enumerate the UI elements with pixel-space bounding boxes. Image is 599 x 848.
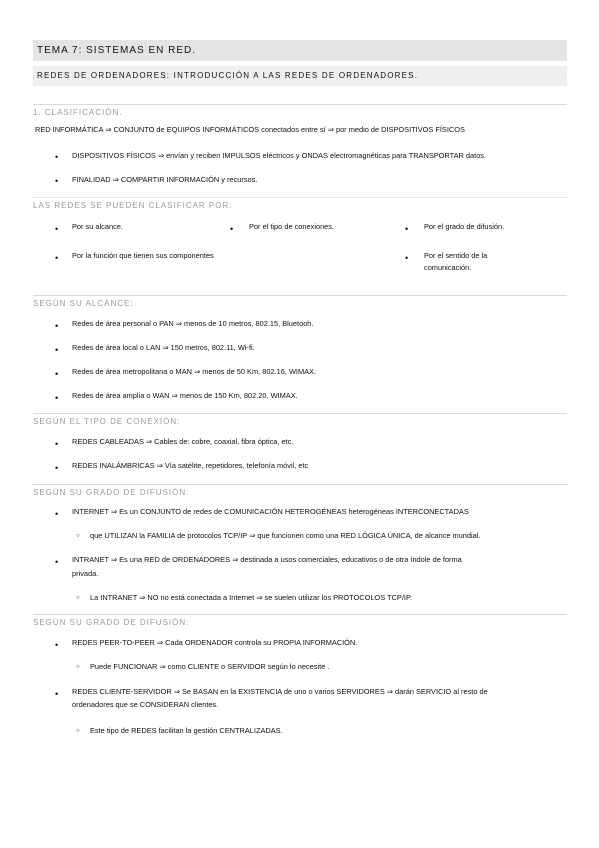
section-subtitle: REDES DE ORDENADORES: INTRODUCCIÓN A LAS REDES DE ORDENADORES.: [33, 66, 567, 86]
bullet-icon: •: [55, 463, 59, 473]
bullet-icon: •: [55, 509, 59, 519]
sub-bullet-icon: ○: [76, 595, 80, 601]
topic-title: TEMA 7: SISTEMAS EN RED.: [33, 40, 567, 61]
classify-item: Por el sentido de la comunicación.: [424, 251, 488, 272]
bullet-icon: •: [55, 345, 59, 355]
intranet-definition: INTRANET ⇒ Es una RED de ORDENADORES ⇒ destinada a usos comerciales, educativos o de otra índole de forma: [72, 555, 462, 564]
reach-heading: SEGÚN SU ALCANCE:: [33, 295, 567, 308]
bullet-icon: •: [55, 557, 59, 567]
classify-heading: LAS REDES SE PUEDEN CLASIFICAR POR:: [33, 197, 567, 210]
p2p-definition: REDES PEER-TO-PEER ⇒ Cada ORDENADOR controla su PROPIA INFORMACIÓN.: [72, 638, 358, 647]
sub-bullet-icon: ○: [76, 664, 80, 670]
bullet-icon: •: [405, 224, 409, 234]
bullet-icon: •: [55, 369, 59, 379]
bullet-icon: •: [405, 253, 409, 263]
bullet-icon: •: [55, 152, 59, 162]
bullet-icon: •: [55, 393, 59, 403]
classification-heading: 1. CLASIFICACIÓN.: [33, 104, 567, 117]
bullet-text: DISPOSITIVOS FÍSICOS ⇒ envían y reciben IMPULSOS eléctricos y ONDAS electromagnéticas para TRANSPORTAR datos.: [72, 151, 487, 160]
diffusion-heading: SEGÚN SU GRADO DE DIFUSIÓN:: [33, 484, 567, 497]
bullet-icon: •: [55, 253, 59, 263]
intranet-definition-cont: privada.: [72, 569, 99, 578]
reach-item: Redes de área amplia o WAN ⇒ menos de 150 Km, 802.20, WIMAX.: [72, 391, 298, 400]
client-server-detail: Este tipo de REDES facilitan la gestión CENTRALIZADAS.: [90, 726, 283, 735]
reach-item: Redes de área metropolitana o MAN ⇒ menos de 50 Km, 802.16, WIMAX.: [72, 367, 317, 376]
internet-detail: que UTILIZAN la FAMILIA de protocolos TCP/IP ⇒ que funcionen como una RED LÓGICA ÚNICA, de alcance mundial.: [90, 531, 481, 540]
reach-item: Redes de área local o LAN ⇒ 150 metros, 802.11, Wi-fi.: [72, 343, 255, 352]
bullet-icon: •: [55, 224, 59, 234]
client-server-definition: REDES CLIENTE-SERVIDOR ⇒ Se BASAN en la EXISTENCIA de uno o varios SERVIDORES ⇒ darán SERVICIO al resto de: [72, 687, 488, 696]
bullet-icon: •: [55, 321, 59, 331]
classify-item: Por su alcance.: [72, 222, 123, 231]
bullet-text: FINALIDAD ⇒ COMPARTIR INFORMACIÓN y recursos.: [72, 175, 258, 184]
document-page: [33, 40, 567, 86]
p2p-detail: Puede FUNCIONAR ⇒ como CLIENTE o SERVIDOR según lo necesite .: [90, 662, 330, 671]
reach-item: Redes de área personal o PAN ⇒ menos de 10 metros, 802.15, Bluetooh.: [72, 319, 314, 328]
classify-item: Por la función que tienen sus componentes: [72, 251, 214, 260]
client-server-definition-cont: ordenadores que se CONSIDERAN clientes.: [72, 700, 219, 709]
classify-item: Por el tipo de conexiones.: [249, 222, 335, 231]
connection-heading: SEGÚN EL TIPO DE CONEXIÓN:: [33, 413, 567, 426]
diffusion-heading-2: SEGÚN SU GRADO DE DIFUSIÓN:: [33, 614, 567, 627]
bullet-icon: •: [230, 224, 234, 234]
classify-item: Por el grado de difusión.: [424, 222, 505, 231]
red-informatica-definition: RED INFORMÁTICA ⇒ CONJUNTO de EQUIPOS INFORMÁTICOS conectados entre sí ⇒ por medio de DISPOSITIVOS FÍSICOS: [35, 125, 465, 134]
connection-item: REDES CABLEADAS ⇒ Cables de: cobre, coaxial, fibra óptica, etc.: [72, 437, 294, 446]
bullet-icon: •: [55, 439, 59, 449]
connection-item: REDES INALÁMBRICAS ⇒ Vía satélite, repetidores, telefonía móvil, etc: [72, 461, 309, 470]
bullet-icon: •: [55, 640, 59, 650]
sub-bullet-icon: ○: [76, 728, 80, 734]
sub-bullet-icon: ○: [76, 533, 80, 539]
internet-definition: INTERNET ⇒ Es un CONJUNTO de redes de COMUNICACIÓN HETEROGÉNEAS heterogéneas INTERCONECTADAS: [72, 507, 469, 516]
bullet-icon: •: [55, 176, 59, 186]
intranet-detail: La INTRANET ⇒ NO no está conectada a Internet ⇒ se suelen utilizar los PROTOCOLOS TCP/IP.: [90, 593, 412, 602]
bullet-icon: •: [55, 689, 59, 699]
